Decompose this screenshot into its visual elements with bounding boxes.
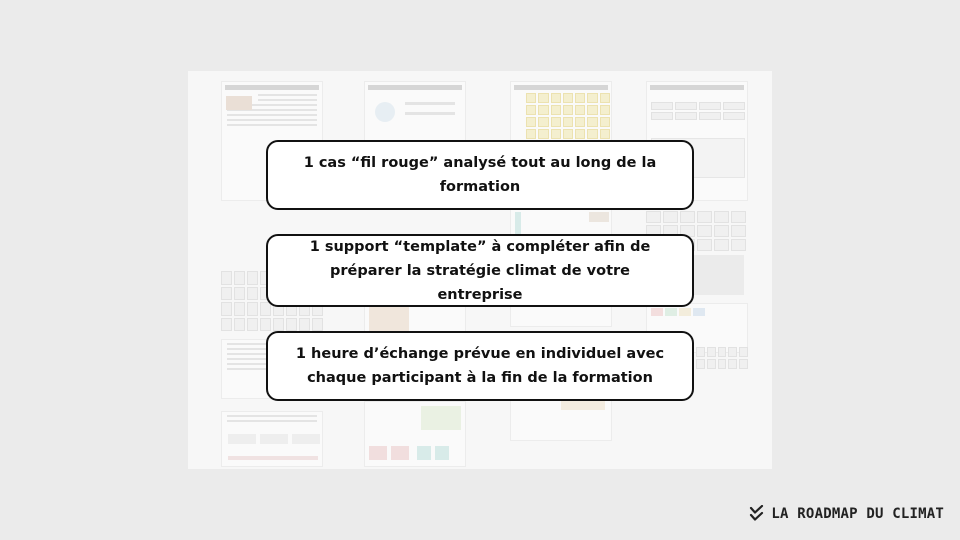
brand-logo (749, 505, 944, 523)
brand-name: LA ROADMAP DU CLIMAT (771, 506, 944, 522)
callout-text: 1 cas “fil rouge” analysé tout au long de la formation (303, 155, 657, 195)
document-image-thumbnail (688, 255, 744, 295)
callout-fil-rouge (266, 140, 694, 210)
callout-heure-echange (266, 331, 694, 401)
document-table-thumbnail (526, 93, 610, 139)
double-check-icon (749, 505, 765, 523)
callout-text: 1 support “template” à compléter afin de préparer la stratégie climat de votre entreprise (309, 238, 651, 303)
callout-text: 1 heure d’échange prévue en individuel avec chaque participant à la fin de la formation (295, 346, 665, 386)
document-thumbnail (221, 411, 323, 467)
document-table-thumbnail (696, 347, 748, 369)
document-thumbnail (364, 401, 466, 467)
callout-support-template (266, 234, 694, 307)
